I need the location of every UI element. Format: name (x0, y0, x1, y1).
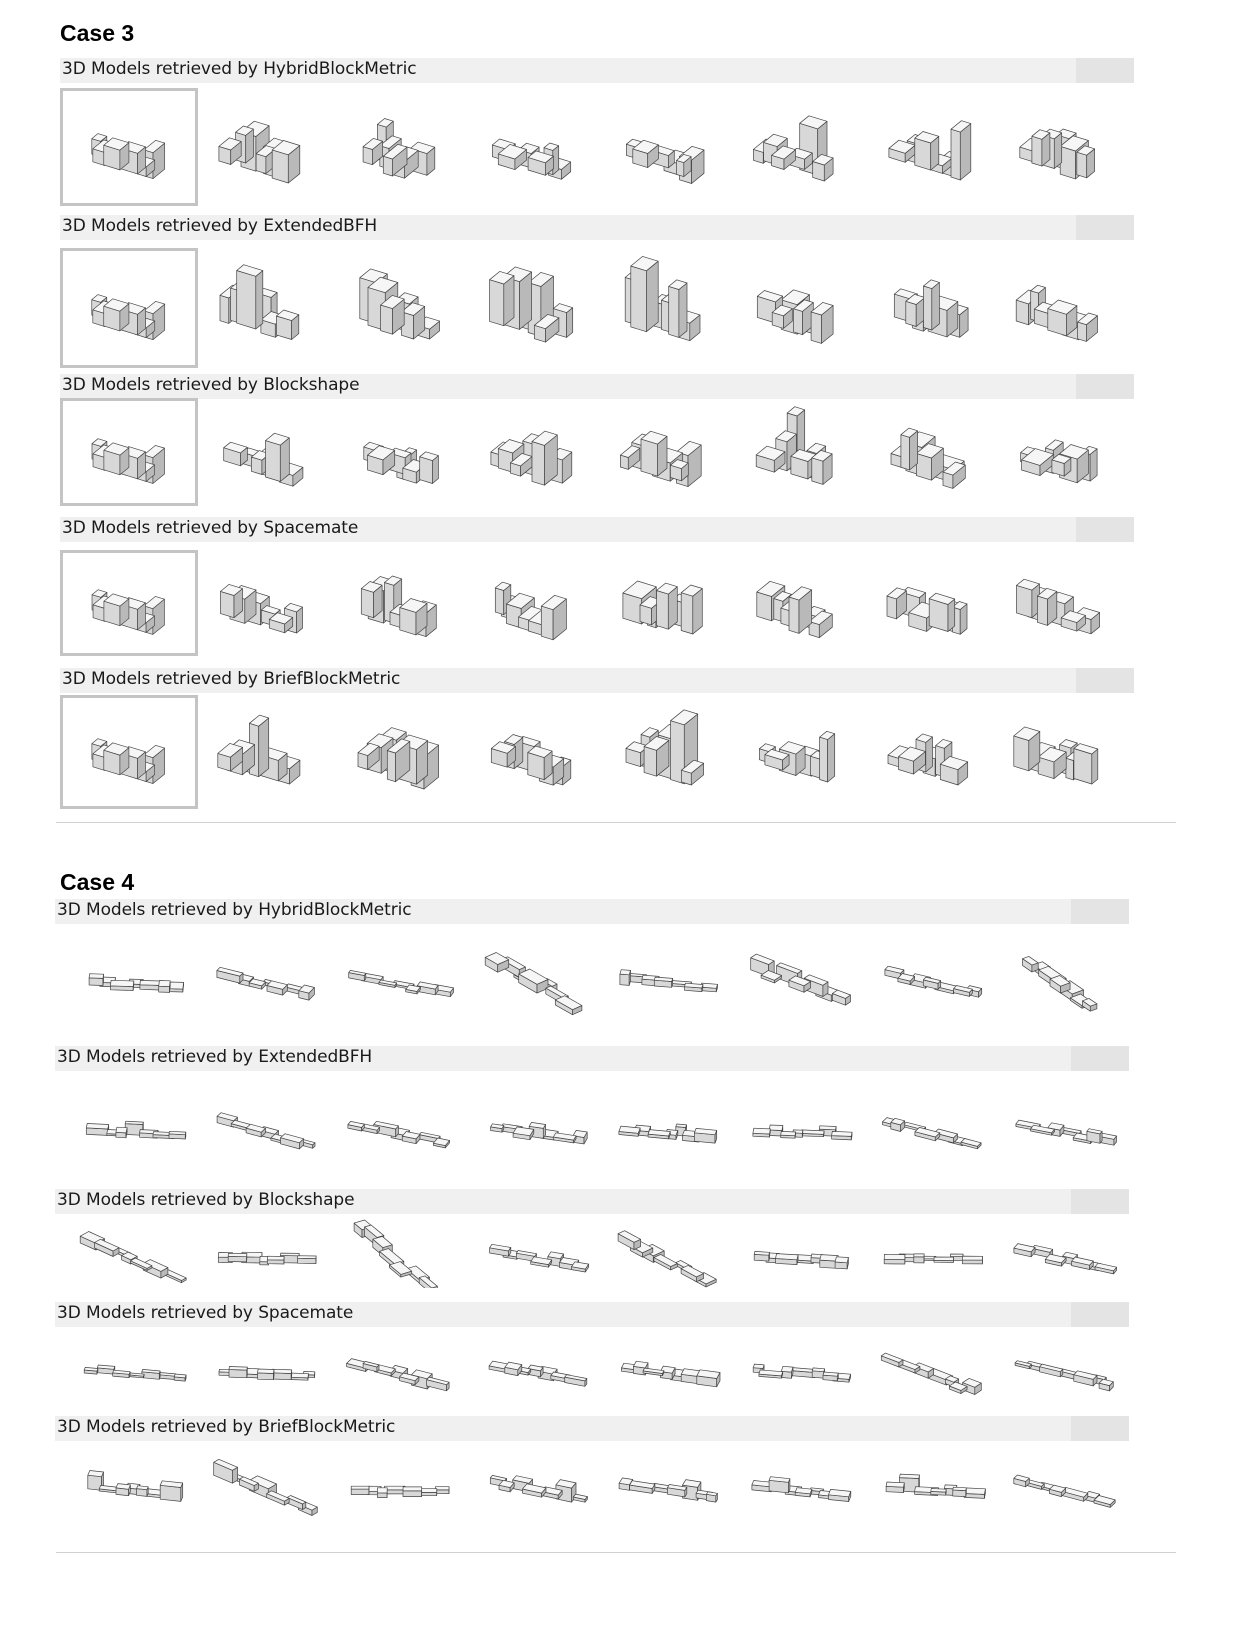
block-model-icon (470, 1218, 608, 1288)
block-model-icon (732, 1218, 870, 1288)
block-model-icon (470, 1075, 608, 1179)
query-model-thumbnail (60, 398, 198, 506)
row-label: 3D Models retrieved by ExtendedBFH (57, 1047, 373, 1067)
retrieved-model-thumbnail (66, 1218, 204, 1288)
block-model-icon (196, 398, 334, 506)
retrieved-model-thumbnail (992, 88, 1130, 206)
block-model-icon (334, 550, 472, 656)
retrieved-model-thumbnail (864, 248, 1002, 368)
retrieved-model-thumbnail (732, 1444, 870, 1526)
retrieved-model-thumbnail (864, 928, 1002, 1028)
block-model-icon (198, 928, 336, 1028)
retrieved-model-thumbnail (732, 928, 870, 1028)
block-model-icon (330, 1218, 468, 1288)
case-3-row-5-header (60, 668, 1134, 693)
block-model-icon (466, 88, 604, 206)
block-model-icon (196, 695, 334, 809)
retrieved-model-thumbnail (730, 550, 868, 656)
block-model-icon (992, 550, 1130, 656)
retrieved-model-thumbnail (198, 1218, 336, 1288)
block-model-icon (600, 1218, 738, 1288)
retrieved-model-thumbnail (730, 695, 868, 809)
retrieved-model-thumbnail (334, 248, 472, 368)
block-model-icon (600, 928, 738, 1028)
block-model-icon (198, 1218, 336, 1288)
block-model-icon (598, 248, 736, 368)
retrieved-model-thumbnail (864, 1218, 1002, 1288)
block-model-icon (992, 398, 1130, 506)
row-label: 3D Models retrieved by Blockshape (62, 375, 360, 395)
query-model-thumbnail (60, 695, 198, 809)
block-model-icon (196, 88, 334, 206)
case-3-row-2-header (60, 215, 1134, 240)
block-model-icon (732, 1075, 870, 1179)
retrieved-model-thumbnail (196, 695, 334, 809)
retrieved-model-thumbnail (732, 1075, 870, 1179)
block-model-icon (996, 1075, 1134, 1179)
retrieved-model-thumbnail (598, 550, 736, 656)
block-model-icon (470, 928, 608, 1028)
block-model-icon (730, 248, 868, 368)
row-label: 3D Models retrieved by BriefBlockMetric (62, 669, 401, 689)
block-model-icon (198, 1075, 336, 1179)
retrieved-model-thumbnail (996, 1444, 1134, 1526)
block-model-icon (63, 251, 195, 365)
retrieved-model-thumbnail (334, 398, 472, 506)
retrieved-model-thumbnail (198, 1444, 336, 1526)
block-model-icon (466, 398, 604, 506)
case-4-row-2-header (55, 1046, 1129, 1071)
retrieved-model-thumbnail (470, 1444, 608, 1526)
case-4-row-3-header (55, 1189, 1129, 1214)
block-model-icon (198, 1330, 336, 1406)
block-model-icon (63, 553, 195, 653)
query-model-thumbnail (60, 248, 198, 368)
retrieved-model-thumbnail (996, 1075, 1134, 1179)
retrieved-model-thumbnail (66, 1444, 204, 1526)
retrieved-model-thumbnail (196, 88, 334, 206)
block-model-icon (470, 1330, 608, 1406)
retrieved-model-thumbnail (730, 398, 868, 506)
block-model-icon (66, 928, 204, 1028)
retrieved-model-thumbnail (330, 928, 468, 1028)
retrieved-model-thumbnail (992, 398, 1130, 506)
row-label: 3D Models retrieved by Blockshape (57, 1190, 355, 1210)
block-model-icon (864, 928, 1002, 1028)
case-4-row-5-header (55, 1416, 1129, 1441)
retrieved-model-thumbnail (992, 248, 1130, 368)
retrieved-model-thumbnail (466, 695, 604, 809)
retrieved-model-thumbnail (330, 1075, 468, 1179)
block-model-icon (330, 928, 468, 1028)
block-model-icon (66, 1444, 204, 1526)
block-model-icon (864, 550, 1002, 656)
block-model-icon (466, 248, 604, 368)
retrieved-model-thumbnail (864, 398, 1002, 506)
retrieved-model-thumbnail (66, 928, 204, 1028)
retrieved-model-thumbnail (466, 550, 604, 656)
case-4-row-4-header (55, 1302, 1129, 1327)
retrieved-model-thumbnail (196, 398, 334, 506)
row-label: 3D Models retrieved by Spacemate (62, 518, 359, 538)
block-model-icon (598, 88, 736, 206)
retrieved-model-thumbnail (996, 1218, 1134, 1288)
retrieved-model-thumbnail (66, 1330, 204, 1406)
block-model-icon (996, 1444, 1134, 1526)
retrieved-model-thumbnail (466, 248, 604, 368)
block-model-icon (864, 1218, 1002, 1288)
retrieved-model-thumbnail (600, 928, 738, 1028)
block-model-icon (598, 398, 736, 506)
retrieved-model-thumbnail (198, 1075, 336, 1179)
case-3-row-4-header (60, 517, 1134, 542)
row-label: 3D Models retrieved by Spacemate (57, 1303, 354, 1323)
case-3-row-3-header (60, 374, 1134, 399)
block-model-icon (470, 1444, 608, 1526)
block-model-icon (600, 1330, 738, 1406)
block-model-icon (66, 1218, 204, 1288)
block-model-icon (996, 1218, 1134, 1288)
block-model-icon (196, 550, 334, 656)
retrieved-model-thumbnail (330, 1444, 468, 1526)
retrieved-model-thumbnail (66, 1075, 204, 1179)
row-label: 3D Models retrieved by BriefBlockMetric (57, 1417, 396, 1437)
retrieved-model-thumbnail (864, 695, 1002, 809)
block-model-icon (992, 695, 1130, 809)
retrieved-model-thumbnail (198, 1330, 336, 1406)
case-3-row-1-header (60, 58, 1134, 83)
block-model-icon (198, 1444, 336, 1526)
block-model-icon (732, 1330, 870, 1406)
block-model-icon (992, 248, 1130, 368)
retrieved-model-thumbnail (598, 695, 736, 809)
block-model-icon (600, 1075, 738, 1179)
retrieved-model-thumbnail (598, 88, 736, 206)
block-model-icon (66, 1330, 204, 1406)
block-model-icon (334, 88, 472, 206)
retrieved-model-thumbnail (864, 550, 1002, 656)
retrieved-model-thumbnail (864, 88, 1002, 206)
row-label: 3D Models retrieved by ExtendedBFH (62, 216, 378, 236)
case-3-divider (56, 822, 1176, 823)
block-model-icon (66, 1075, 204, 1179)
block-model-icon (466, 695, 604, 809)
case-4-row-1-header (55, 899, 1129, 924)
block-model-icon (992, 88, 1130, 206)
block-model-icon (864, 1075, 1002, 1179)
retrieved-model-thumbnail (864, 1330, 1002, 1406)
retrieved-model-thumbnail (196, 248, 334, 368)
query-model-thumbnail (60, 550, 198, 656)
block-model-icon (63, 91, 195, 203)
block-model-icon (864, 1444, 1002, 1526)
retrieved-model-thumbnail (730, 88, 868, 206)
retrieved-model-thumbnail (470, 928, 608, 1028)
retrieved-model-thumbnail (600, 1444, 738, 1526)
block-model-icon (864, 398, 1002, 506)
block-model-icon (864, 248, 1002, 368)
retrieved-model-thumbnail (334, 550, 472, 656)
retrieved-model-thumbnail (864, 1444, 1002, 1526)
row-label: 3D Models retrieved by HybridBlockMetric (62, 59, 417, 79)
retrieved-model-thumbnail (992, 695, 1130, 809)
retrieved-model-thumbnail (600, 1218, 738, 1288)
retrieved-model-thumbnail (864, 1075, 1002, 1179)
case-4-title: Case 4 (60, 869, 135, 895)
retrieved-model-thumbnail (992, 550, 1130, 656)
block-model-icon (196, 248, 334, 368)
block-model-icon (730, 695, 868, 809)
retrieved-model-thumbnail (330, 1330, 468, 1406)
case-3-title: Case 3 (60, 20, 135, 46)
block-model-icon (730, 398, 868, 506)
block-model-icon (996, 928, 1134, 1028)
block-model-icon (63, 401, 195, 503)
block-model-icon (864, 695, 1002, 809)
block-model-icon (732, 928, 870, 1028)
block-model-icon (730, 550, 868, 656)
block-model-icon (864, 88, 1002, 206)
block-model-icon (732, 1444, 870, 1526)
block-model-icon (600, 1444, 738, 1526)
retrieved-model-thumbnail (600, 1330, 738, 1406)
retrieved-model-thumbnail (470, 1218, 608, 1288)
retrieved-model-thumbnail (730, 248, 868, 368)
retrieved-model-thumbnail (470, 1330, 608, 1406)
retrieved-model-thumbnail (466, 88, 604, 206)
block-model-icon (330, 1444, 468, 1526)
block-model-icon (598, 695, 736, 809)
block-model-icon (334, 398, 472, 506)
block-model-icon (730, 88, 868, 206)
retrieved-model-thumbnail (470, 1075, 608, 1179)
retrieved-model-thumbnail (600, 1075, 738, 1179)
block-model-icon (330, 1075, 468, 1179)
block-model-icon (63, 698, 195, 806)
retrieved-model-thumbnail (196, 550, 334, 656)
retrieved-model-thumbnail (598, 248, 736, 368)
retrieved-model-thumbnail (598, 398, 736, 506)
block-model-icon (864, 1330, 1002, 1406)
block-model-icon (334, 695, 472, 809)
block-model-icon (334, 248, 472, 368)
retrieved-model-thumbnail (732, 1330, 870, 1406)
retrieved-model-thumbnail (996, 928, 1134, 1028)
block-model-icon (330, 1330, 468, 1406)
retrieved-model-thumbnail (996, 1330, 1134, 1406)
query-model-thumbnail (60, 88, 198, 206)
case-4-divider (56, 1552, 1176, 1553)
block-model-icon (466, 550, 604, 656)
retrieved-model-thumbnail (334, 695, 472, 809)
retrieved-model-thumbnail (466, 398, 604, 506)
retrieved-model-thumbnail (732, 1218, 870, 1288)
block-model-icon (996, 1330, 1134, 1406)
retrieved-model-thumbnail (334, 88, 472, 206)
block-model-icon (598, 550, 736, 656)
retrieved-model-thumbnail (330, 1218, 468, 1288)
retrieved-model-thumbnail (198, 928, 336, 1028)
row-label: 3D Models retrieved by HybridBlockMetric (57, 900, 412, 920)
